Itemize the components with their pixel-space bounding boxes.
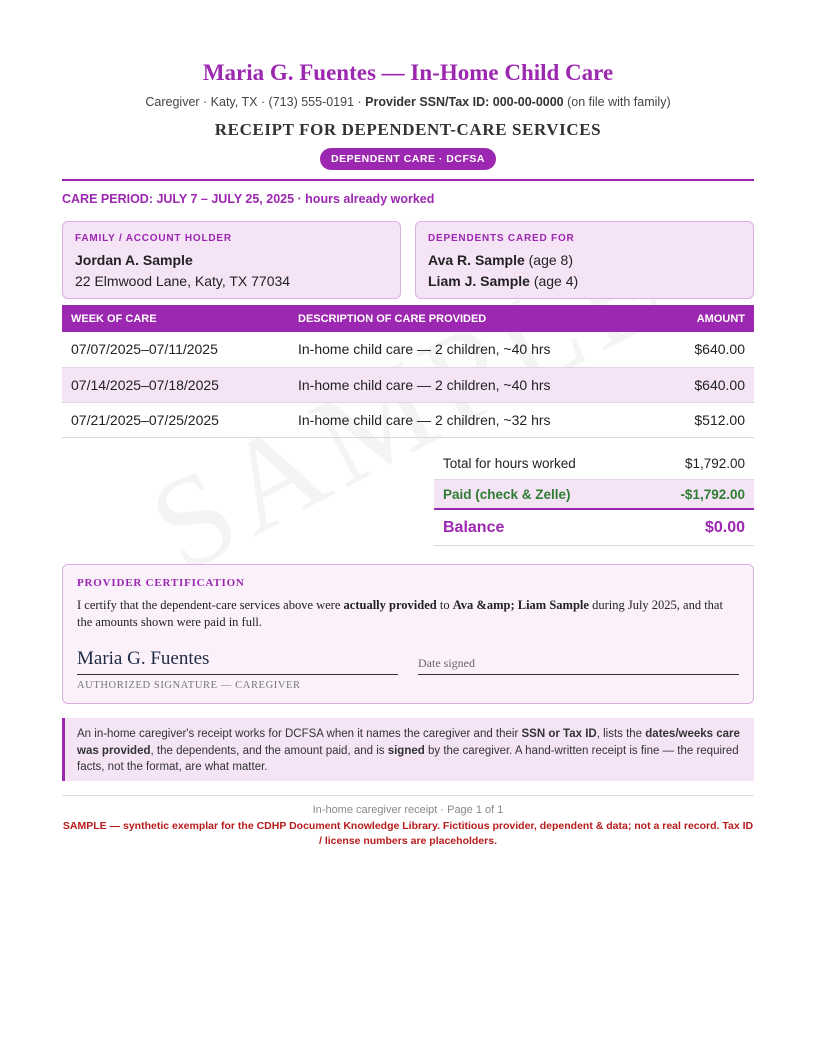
- note-text: , lists the: [596, 728, 646, 740]
- balance-label: Balance: [443, 518, 505, 536]
- certification-emphasis: Ava &amp; Liam Sample: [452, 598, 589, 612]
- dependent-age: (age 8): [524, 252, 573, 268]
- amount-column-header: AMOUNT: [644, 305, 754, 332]
- family-card: [62, 221, 401, 299]
- page-indicator: In-home caregiver receipt · Page 1 of 1: [312, 804, 504, 816]
- paid-label: Paid (check & Zelle): [443, 486, 571, 502]
- total-value: $1,792.00: [684, 456, 745, 471]
- provider-certification: [62, 564, 754, 704]
- note-text: by the caregiver. A hand-written receipt is fine — the required facts, not the format, are what matter.: [77, 744, 739, 773]
- care-table: [62, 305, 754, 438]
- note-text: An in-home caregiver's receipt works for DCFSA when it names the caregiver and their: [77, 728, 522, 740]
- provider-title: Maria G. Fuentes — In-Home Child Care: [202, 60, 614, 85]
- certification-label: PROVIDER CERTIFICATION: [77, 577, 245, 589]
- week-cell: 07/14/2025–07/18/2025: [62, 367, 289, 402]
- header-divider: [62, 179, 754, 181]
- dependent-item: [428, 250, 741, 271]
- amount-cell: $640.00: [644, 367, 754, 402]
- week-cell: 07/07/2025–07/11/2025: [62, 332, 289, 367]
- dependents-card-label: DEPENDENTS CARED FOR: [428, 233, 575, 244]
- balance-value: $0.00: [704, 518, 745, 536]
- totals-block: [434, 448, 754, 546]
- provider-tax-id: Provider SSN/Tax ID: 000-00-0000: [365, 95, 564, 109]
- sample-disclaimer: SAMPLE — synthetic exemplar for the CDHP Document Knowledge Library. Fictitious provider, dependent & data; not a real record. Tax ID / license numbers are placeholders.: [62, 820, 754, 847]
- table-row: [62, 332, 754, 367]
- note-emphasis: dates/weeks care was provided: [77, 728, 740, 757]
- table-row: [62, 367, 754, 402]
- dependent-name: Liam J. Sample: [428, 273, 530, 289]
- document-title: RECEIPT FOR DEPENDENT-CARE SERVICES: [214, 120, 602, 139]
- provider-subline: [62, 95, 754, 109]
- description-cell: In-home child care — 2 children, ~40 hrs: [289, 332, 644, 367]
- certification-text-part: during July 2025, and that the amounts shown were paid in full.: [77, 598, 723, 629]
- provider-tax-note: (on file with family): [563, 95, 671, 109]
- note-emphasis: signed: [387, 744, 425, 757]
- date-signed-label: Date signed: [418, 645, 739, 675]
- amount-cell: $512.00: [644, 402, 754, 437]
- note-text: , the dependents, and the amount paid, and is: [150, 744, 388, 757]
- dependent-name: Ava R. Sample: [428, 252, 525, 268]
- note-emphasis: SSN or Tax ID: [521, 728, 597, 740]
- amount-cell: $640.00: [644, 332, 754, 367]
- account-holder-address: 22 Elmwood Lane, Katy, TX 77034: [75, 273, 291, 289]
- certification-emphasis: actually provided: [343, 598, 437, 612]
- description-cell: In-home child care — 2 children, ~32 hrs: [289, 402, 644, 437]
- provider-contact: Caregiver · Katy, TX · (713) 555-0191 ·: [145, 95, 366, 109]
- dependents-card: [415, 221, 754, 299]
- care-table-header: [62, 305, 754, 332]
- balance-row: [434, 510, 754, 546]
- footer-divider: [62, 795, 754, 796]
- dependent-age: (age 4): [529, 273, 579, 289]
- week-cell: 07/21/2025–07/25/2025: [62, 402, 289, 437]
- family-card-label: FAMILY / ACCOUNT HOLDER: [75, 233, 232, 244]
- dependent-item: [428, 271, 741, 292]
- certification-text: [77, 597, 739, 631]
- total-label: Total for hours worked: [443, 456, 576, 471]
- account-holder-name: Jordan A. Sample: [75, 252, 193, 268]
- description-cell: In-home child care — 2 children, ~40 hrs: [289, 367, 644, 402]
- certification-text-part: to: [436, 598, 453, 612]
- paid-row: [434, 480, 754, 510]
- description-column-header: DESCRIPTION OF CARE PROVIDED: [289, 305, 644, 332]
- paid-value: -$1,792.00: [680, 486, 745, 502]
- total-row: [434, 448, 754, 480]
- care-period: CARE PERIOD: JULY 7 – JULY 25, 2025 · hours already worked: [62, 192, 435, 206]
- certification-text-part: I certify that the dependent-care services above were: [77, 598, 344, 612]
- dcfsa-guidance-note: [62, 718, 754, 781]
- date-block: [418, 645, 739, 675]
- week-column-header: WEEK OF CARE: [62, 305, 289, 332]
- dcfsa-badge: DEPENDENT CARE · DCFSA: [320, 148, 496, 170]
- signature-caption: AUTHORIZED SIGNATURE — CAREGIVER: [77, 680, 301, 691]
- signature: Maria G. Fuentes: [77, 645, 398, 675]
- signature-block: [77, 645, 398, 691]
- table-row: [62, 402, 754, 437]
